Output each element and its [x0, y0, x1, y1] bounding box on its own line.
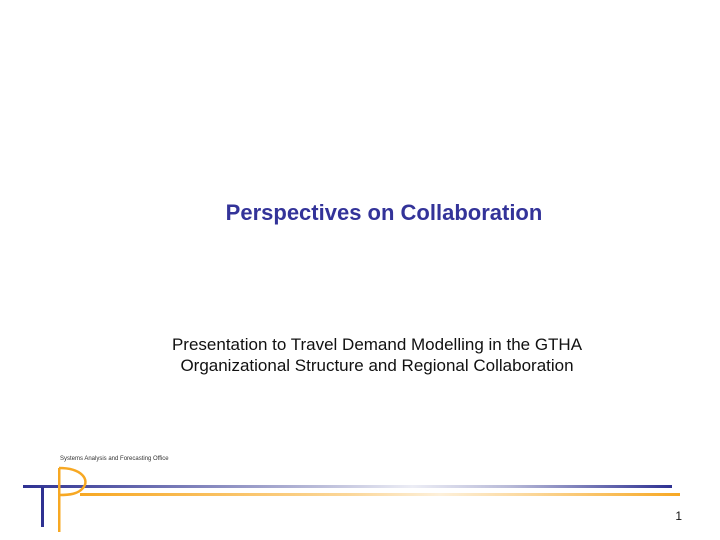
footer-office-name: Systems Analysis and Forecasting Office	[60, 456, 169, 462]
slide-subtitle	[0, 334, 720, 376]
subtitle-line-1: Presentation to Travel Demand Modelling in the GTHA	[171, 335, 583, 354]
logo-p-bowl	[59, 468, 85, 495]
tp-logo-footer-bars	[20, 466, 680, 536]
logo-t-stem	[41, 487, 44, 527]
orange-footer-bar	[80, 493, 680, 496]
blue-footer-bar	[23, 485, 672, 488]
subtitle-line-2: Organizational Structure and Regional Collaboration	[180, 356, 574, 375]
slide-title: Perspectives on Collaboration	[225, 200, 543, 225]
page-number: 1	[675, 509, 682, 523]
logo-p-stem	[58, 468, 61, 532]
